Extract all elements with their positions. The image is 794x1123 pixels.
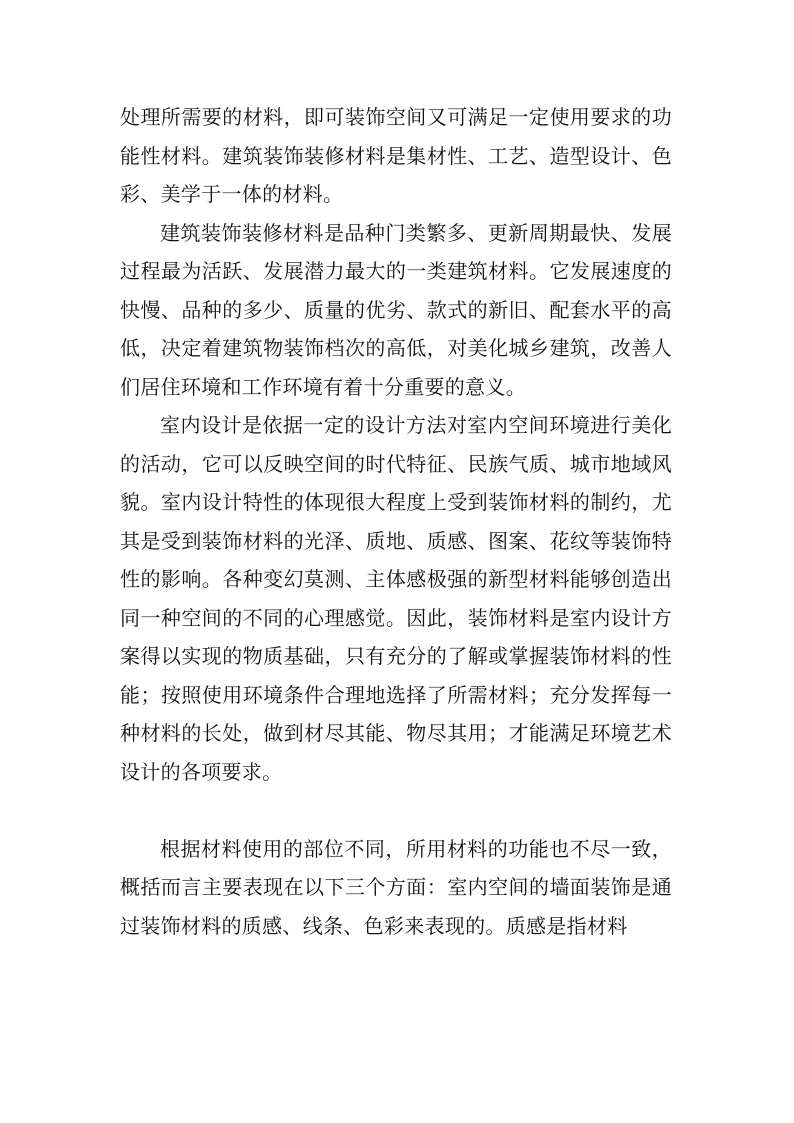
body-text [120, 98, 672, 945]
paragraph-material-functions: 根据材料使用的部位不同，所用材料的功能也不尽一致，概括而言主要表现在以下三个方面：室内空间的墙面装饰是通过装饰材料的质感、线条、色彩来表现的。质感是指材料 [120, 836, 672, 938]
paragraph-gap [120, 791, 672, 830]
paragraph-interior-design: 室内设计是依据一定的设计方法对室内空间环境进行美化的活动，它可以反映空间的时代特征、民族气质、城市地域风貌。室内设计特性的体现很大程度上受到装饰材料的制约，尤其是受到装饰材料的光泽、质地、质感、图案、花纹等装饰特性的影响。各种变幻莫测、主体感极强的新型材料能够创造出同一种空间的不同的心理感觉。因此，装饰材料是室内设计方案得以实现的物质基础，只有充分的了解或掌握装饰材料的性能；按照使用环境条件合理地选择了所需材料；充分发挥每一种材料的长处，做到材尽其能、物尽其用；才能满足环境艺术设计的各项要求。 [120, 413, 672, 784]
paragraph-continued: 处理所需要的材料，即可装饰空间又可满足一定使用要求的功能性材料。建筑装饰装修材料是集材性、工艺、造型设计、色彩、美学于一体的材料。 [120, 105, 672, 206]
paragraph-decoration-materials: 建筑装饰装修材料是品种门类繁多、更新周期最快、发展过程最为活跃、发展潜力最大的一类建筑材料。它发展速度的快慢、品种的多少、质量的优劣、款式的新旧、配套水平的高低，决定着建筑物装饰档次的高低，对美化城乡建筑，改善人们居住环境和工作环境有着十分重要的意义。 [120, 220, 672, 399]
